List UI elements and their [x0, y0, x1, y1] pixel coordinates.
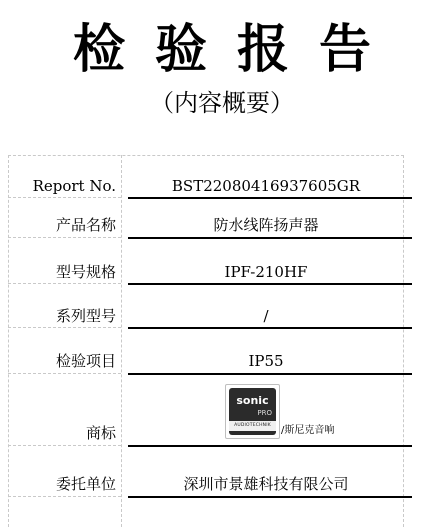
row-model-spec [8, 239, 404, 285]
row-separator [8, 327, 121, 328]
value-product-name: 防水线阵扬声器 [213, 216, 319, 234]
label-series-model: 系列型号 [55, 307, 116, 325]
value-underline [128, 496, 412, 498]
logo-badge [229, 388, 276, 435]
row-separator [8, 197, 121, 198]
label-model-spec: 型号规格 [55, 263, 116, 281]
report-title: 检验报告 [72, 19, 401, 80]
label-client: 委托单位 [55, 475, 116, 493]
value-model-spec: IPF-210HF [224, 263, 308, 281]
row-product-name [8, 199, 404, 239]
report-subtitle: （内容概要） [150, 89, 294, 117]
label-test-item: 检验项目 [55, 352, 116, 370]
row-report-no [8, 155, 404, 199]
row-separator [8, 496, 121, 497]
row-separator [8, 237, 121, 238]
label-product-name: 产品名称 [55, 216, 116, 234]
logo-word: sonic [236, 394, 269, 407]
value-client: 深圳市景雄科技有限公司 [183, 475, 349, 493]
trademark-logo [225, 384, 280, 439]
value-report-no: BST22080416937605GR [171, 177, 361, 195]
value-series-model: / [263, 307, 269, 325]
row-separator [8, 373, 121, 374]
label-trademark: 商标 [85, 424, 116, 442]
logo-pro: PRO [257, 409, 272, 417]
value-test-item: IP55 [248, 352, 284, 370]
row-test-item [8, 329, 404, 375]
row-client [8, 447, 404, 499]
label-report-no: Report No. [32, 177, 116, 195]
row-separator [8, 283, 121, 284]
row-trademark [8, 375, 404, 447]
trademark-caption: /斯尼克音响 [281, 425, 335, 436]
row-series-model [8, 285, 404, 329]
row-separator [8, 445, 121, 446]
logo-subline: AUDIOTECHNIK [234, 423, 271, 428]
